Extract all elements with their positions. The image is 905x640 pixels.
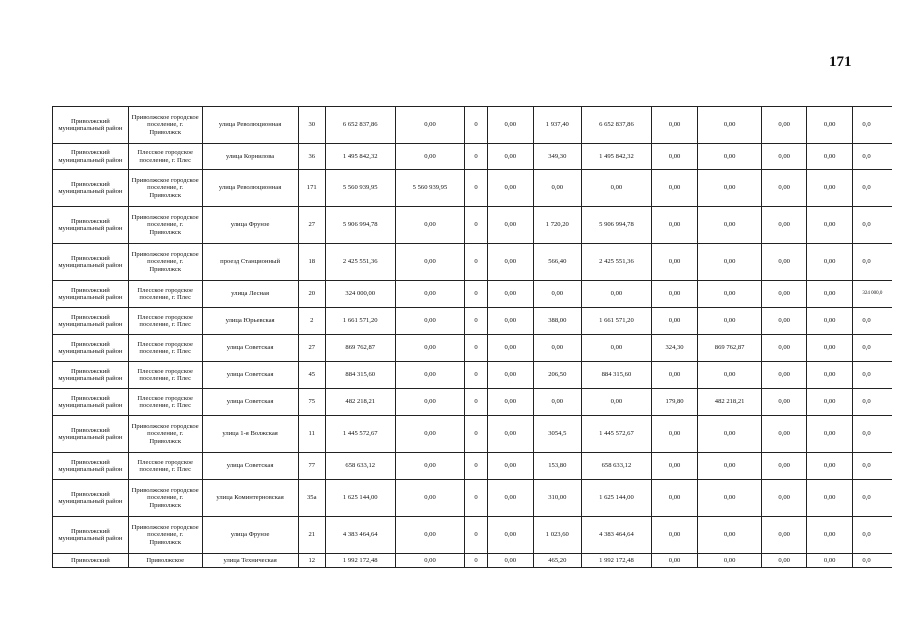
area-cell: 1 937,40 (534, 107, 582, 144)
street-cell: проезд Станционный (202, 244, 298, 281)
district-cell: Приволжский муниципальный район (53, 281, 129, 308)
value-cell: 0,00 (395, 144, 465, 170)
value-cell: 0,00 (581, 389, 652, 416)
total-cost-cell: 6 652 837,86 (325, 107, 395, 144)
value-cell: 0 (465, 244, 487, 281)
house-number-cell: 21 (298, 517, 325, 554)
district-cell: Приволжский муниципальный район (53, 335, 129, 362)
value-cell: 0,00 (762, 144, 806, 170)
value-cell: 0,00 (806, 389, 852, 416)
value-cell: 0,0 (853, 389, 892, 416)
value-cell: 0,0 (853, 308, 892, 335)
value-cell: 0,00 (762, 453, 806, 480)
table-body (53, 107, 893, 568)
value-cell: 0,00 (652, 517, 697, 554)
settlement-cell: Приволжское городское поселение, г. Приволжск (128, 416, 202, 453)
value-cell: 0,00 (487, 170, 533, 207)
district-cell: Приволжский муниципальный район (53, 362, 129, 389)
value-cell: 0,0 (853, 244, 892, 281)
district-cell: Приволжский муниципальный район (53, 416, 129, 453)
street-cell: улица Революционная (202, 107, 298, 144)
value-cell: 0 (465, 554, 487, 568)
value-cell: 0,00 (487, 244, 533, 281)
value-cell: 0,00 (806, 453, 852, 480)
value-cell: 0,00 (697, 362, 762, 389)
total-cost-cell: 1 445 572,67 (325, 416, 395, 453)
value-cell: 0,0 (853, 416, 892, 453)
settlement-cell: Плесское городское поселение, г. Плес (128, 308, 202, 335)
area-cell: 153,80 (534, 453, 582, 480)
table-row (53, 335, 893, 362)
district-cell: Приволжский муниципальный район (53, 453, 129, 480)
settlement-cell: Приволжское (128, 554, 202, 568)
value-cell: 0,00 (806, 362, 852, 389)
value-cell: 869 762,87 (697, 335, 762, 362)
street-cell: улица Корнилова (202, 144, 298, 170)
house-number-cell: 27 (298, 207, 325, 244)
table-row (53, 144, 893, 170)
value-cell: 5 906 994,78 (581, 207, 652, 244)
value-cell: 0,0 (853, 453, 892, 480)
district-cell: Приволжский муниципальный район (53, 308, 129, 335)
value-cell: 0,00 (652, 362, 697, 389)
street-cell: улица Фрунзе (202, 207, 298, 244)
value-cell: 0 (465, 170, 487, 207)
settlement-cell: Приволжское городское поселение, г. Приволжск (128, 170, 202, 207)
value-cell: 0,00 (652, 244, 697, 281)
value-cell: 0,00 (395, 107, 465, 144)
value-cell: 0,00 (762, 554, 806, 568)
value-cell: 0,00 (581, 170, 652, 207)
value-cell: 0,00 (395, 554, 465, 568)
house-number-cell: 27 (298, 335, 325, 362)
value-cell: 0,00 (697, 308, 762, 335)
value-cell: 0,00 (697, 207, 762, 244)
area-cell: 1 023,60 (534, 517, 582, 554)
value-cell: 0,00 (697, 107, 762, 144)
value-cell: 0,00 (806, 308, 852, 335)
value-cell: 0,00 (652, 107, 697, 144)
value-cell: 0,00 (395, 517, 465, 554)
value-cell: 0,00 (652, 453, 697, 480)
value-cell: 0,00 (395, 453, 465, 480)
value-cell: 0,00 (762, 308, 806, 335)
street-cell: улица Техническая (202, 554, 298, 568)
house-number-cell: 45 (298, 362, 325, 389)
housing-table-wrapper (52, 106, 892, 568)
value-cell: 0 (465, 389, 487, 416)
value-cell: 884 315,60 (581, 362, 652, 389)
street-cell: улица Лесная (202, 281, 298, 308)
value-cell: 0 (465, 144, 487, 170)
value-cell: 0,0 (853, 335, 892, 362)
street-cell: улица 1-я Волжская (202, 416, 298, 453)
settlement-cell: Плесское городское поселение, г. Плес (128, 453, 202, 480)
total-cost-cell: 5 560 939,95 (325, 170, 395, 207)
value-cell: 0,00 (652, 416, 697, 453)
value-cell: 0,00 (806, 281, 852, 308)
total-cost-cell: 4 383 464,64 (325, 517, 395, 554)
page-number: 171 (829, 54, 852, 70)
value-cell: 0,0 (853, 554, 892, 568)
street-cell: улица Советская (202, 335, 298, 362)
area-cell: 0,00 (534, 335, 582, 362)
value-cell: 0,00 (762, 517, 806, 554)
table-row (53, 244, 893, 281)
value-cell: 0,00 (581, 281, 652, 308)
value-cell: 0,00 (487, 554, 533, 568)
value-cell: 0,0 (853, 107, 892, 144)
value-cell: 0,00 (652, 308, 697, 335)
value-cell: 0,00 (806, 335, 852, 362)
value-cell: 0,00 (395, 362, 465, 389)
value-cell: 0,00 (806, 554, 852, 568)
house-number-cell: 75 (298, 389, 325, 416)
value-cell: 0,00 (762, 389, 806, 416)
value-cell: 1 992 172,48 (581, 554, 652, 568)
value-cell: 482 218,21 (697, 389, 762, 416)
area-cell: 0,00 (534, 170, 582, 207)
table-row (53, 480, 893, 517)
value-cell: 0 (465, 308, 487, 335)
value-cell: 0,00 (395, 207, 465, 244)
area-cell: 0,00 (534, 281, 582, 308)
value-cell: 0,00 (762, 107, 806, 144)
value-cell: 6 652 837,86 (581, 107, 652, 144)
value-cell: 0 (465, 517, 487, 554)
value-cell: 0 (465, 416, 487, 453)
district-cell: Приволжский муниципальный район (53, 170, 129, 207)
value-cell: 0,00 (487, 416, 533, 453)
district-cell: Приволжский муниципальный район (53, 107, 129, 144)
value-cell: 0,00 (652, 480, 697, 517)
value-cell: 0 (465, 335, 487, 362)
value-cell: 0,00 (762, 207, 806, 244)
value-cell: 0,00 (652, 207, 697, 244)
value-cell: 0,00 (762, 335, 806, 362)
settlement-cell: Плесское городское поселение, г. Плес (128, 362, 202, 389)
street-cell: улица Советская (202, 389, 298, 416)
value-cell: 1 661 571,20 (581, 308, 652, 335)
area-cell: 3054,5 (534, 416, 582, 453)
district-cell: Приволжский (53, 554, 129, 568)
house-number-cell: 11 (298, 416, 325, 453)
area-cell: 0,00 (534, 389, 582, 416)
street-cell: улица Фрунзе (202, 517, 298, 554)
house-number-cell: 35а (298, 480, 325, 517)
value-cell: 0,00 (762, 362, 806, 389)
total-cost-cell: 1 495 842,32 (325, 144, 395, 170)
total-cost-cell: 324 000,00 (325, 281, 395, 308)
value-cell: 1 495 842,32 (581, 144, 652, 170)
value-cell: 0,00 (806, 107, 852, 144)
value-cell: 0,00 (652, 170, 697, 207)
street-cell: улица Советская (202, 453, 298, 480)
value-cell: 0,00 (697, 244, 762, 281)
value-cell: 0,00 (487, 107, 533, 144)
value-cell: 0,0 (853, 362, 892, 389)
house-number-cell: 18 (298, 244, 325, 281)
settlement-cell: Плесское городское поселение, г. Плес (128, 281, 202, 308)
value-cell: 0,00 (652, 144, 697, 170)
house-number-cell: 2 (298, 308, 325, 335)
value-cell: 0 (465, 480, 487, 517)
area-cell: 465,20 (534, 554, 582, 568)
value-cell: 0,00 (395, 389, 465, 416)
settlement-cell: Приволжское городское поселение, г. Приволжск (128, 517, 202, 554)
value-cell: 0,00 (762, 281, 806, 308)
district-cell: Приволжский муниципальный район (53, 207, 129, 244)
table-row (53, 362, 893, 389)
value-cell: 0,00 (395, 480, 465, 517)
value-cell: 0,00 (652, 281, 697, 308)
settlement-cell: Приволжское городское поселение, г. Приволжск (128, 480, 202, 517)
house-number-cell: 171 (298, 170, 325, 207)
settlement-cell: Приволжское городское поселение, г. Приволжск (128, 207, 202, 244)
house-number-cell: 36 (298, 144, 325, 170)
value-cell: 0,00 (487, 335, 533, 362)
value-cell: 0,00 (806, 207, 852, 244)
value-cell: 324 000,0 (853, 281, 892, 308)
value-cell: 0,00 (806, 144, 852, 170)
total-cost-cell: 482 218,21 (325, 389, 395, 416)
district-cell: Приволжский муниципальный район (53, 517, 129, 554)
value-cell: 0 (465, 207, 487, 244)
value-cell: 0,00 (697, 453, 762, 480)
total-cost-cell: 1 992 172,48 (325, 554, 395, 568)
value-cell: 0,00 (762, 480, 806, 517)
value-cell: 0,00 (697, 480, 762, 517)
value-cell: 0,00 (652, 554, 697, 568)
value-cell: 0,00 (581, 335, 652, 362)
value-cell: 0,00 (762, 244, 806, 281)
value-cell: 0 (465, 362, 487, 389)
area-cell: 310,00 (534, 480, 582, 517)
table-row (53, 308, 893, 335)
table-row (53, 281, 893, 308)
district-cell: Приволжский муниципальный район (53, 144, 129, 170)
value-cell: 0,00 (487, 362, 533, 389)
value-cell: 0,00 (487, 207, 533, 244)
total-cost-cell: 5 906 994,78 (325, 207, 395, 244)
value-cell: 0,00 (487, 144, 533, 170)
value-cell: 5 560 939,95 (395, 170, 465, 207)
value-cell: 0,0 (853, 480, 892, 517)
street-cell: улица Советская (202, 362, 298, 389)
value-cell: 0,00 (487, 517, 533, 554)
total-cost-cell: 884 315,60 (325, 362, 395, 389)
settlement-cell: Плесское городское поселение, г. Плес (128, 335, 202, 362)
value-cell: 1 445 572,67 (581, 416, 652, 453)
value-cell: 0,00 (487, 389, 533, 416)
table-row (53, 554, 893, 568)
house-number-cell: 77 (298, 453, 325, 480)
area-cell: 206,50 (534, 362, 582, 389)
district-cell: Приволжский муниципальный район (53, 389, 129, 416)
value-cell: 0,00 (762, 416, 806, 453)
table-row (53, 389, 893, 416)
value-cell: 324,30 (652, 335, 697, 362)
value-cell: 0,00 (697, 144, 762, 170)
value-cell: 0,00 (697, 416, 762, 453)
value-cell: 0,00 (697, 517, 762, 554)
value-cell: 4 383 464,64 (581, 517, 652, 554)
street-cell: улица Коминтерновская (202, 480, 298, 517)
value-cell: 0,00 (697, 281, 762, 308)
value-cell: 1 625 144,00 (581, 480, 652, 517)
area-cell: 1 720,20 (534, 207, 582, 244)
value-cell: 0,0 (853, 144, 892, 170)
value-cell: 0,00 (487, 480, 533, 517)
table-row (53, 517, 893, 554)
total-cost-cell: 658 633,12 (325, 453, 395, 480)
value-cell: 0,00 (762, 170, 806, 207)
table-row (53, 107, 893, 144)
value-cell: 0,00 (395, 308, 465, 335)
total-cost-cell: 1 661 571,20 (325, 308, 395, 335)
settlement-cell: Плесское городское поселение, г. Плес (128, 389, 202, 416)
street-cell: улица Революционная (202, 170, 298, 207)
value-cell: 179,80 (652, 389, 697, 416)
value-cell: 0,00 (395, 335, 465, 362)
value-cell: 0,00 (487, 308, 533, 335)
street-cell: улица Юрьевская (202, 308, 298, 335)
district-cell: Приволжский муниципальный район (53, 244, 129, 281)
value-cell: 0,00 (487, 453, 533, 480)
house-number-cell: 30 (298, 107, 325, 144)
value-cell: 0,00 (806, 244, 852, 281)
housing-table (52, 106, 892, 568)
area-cell: 566,40 (534, 244, 582, 281)
value-cell: 0,00 (806, 480, 852, 517)
value-cell: 0,00 (806, 170, 852, 207)
total-cost-cell: 2 425 551,36 (325, 244, 395, 281)
house-number-cell: 20 (298, 281, 325, 308)
settlement-cell: Приволжское городское поселение, г. Приволжск (128, 244, 202, 281)
value-cell: 0,00 (806, 416, 852, 453)
value-cell: 658 633,12 (581, 453, 652, 480)
total-cost-cell: 869 762,87 (325, 335, 395, 362)
house-number-cell: 12 (298, 554, 325, 568)
table-row (53, 170, 893, 207)
value-cell: 0,0 (853, 207, 892, 244)
table-row (53, 416, 893, 453)
value-cell: 0,00 (697, 554, 762, 568)
value-cell: 0,00 (697, 170, 762, 207)
area-cell: 388,00 (534, 308, 582, 335)
value-cell: 0 (465, 453, 487, 480)
value-cell: 0,0 (853, 170, 892, 207)
value-cell: 0 (465, 281, 487, 308)
value-cell: 0,00 (395, 281, 465, 308)
value-cell: 0 (465, 107, 487, 144)
table-row (53, 453, 893, 480)
value-cell: 0,00 (806, 517, 852, 554)
value-cell: 0,00 (487, 281, 533, 308)
settlement-cell: Плесское городское поселение, г. Плес (128, 144, 202, 170)
value-cell: 0,0 (853, 517, 892, 554)
value-cell: 0,00 (395, 244, 465, 281)
district-cell: Приволжский муниципальный район (53, 480, 129, 517)
table-row (53, 207, 893, 244)
value-cell: 2 425 551,36 (581, 244, 652, 281)
settlement-cell: Приволжское городское поселение, г. Приволжск (128, 107, 202, 144)
total-cost-cell: 1 625 144,00 (325, 480, 395, 517)
area-cell: 349,30 (534, 144, 582, 170)
value-cell: 0,00 (395, 416, 465, 453)
